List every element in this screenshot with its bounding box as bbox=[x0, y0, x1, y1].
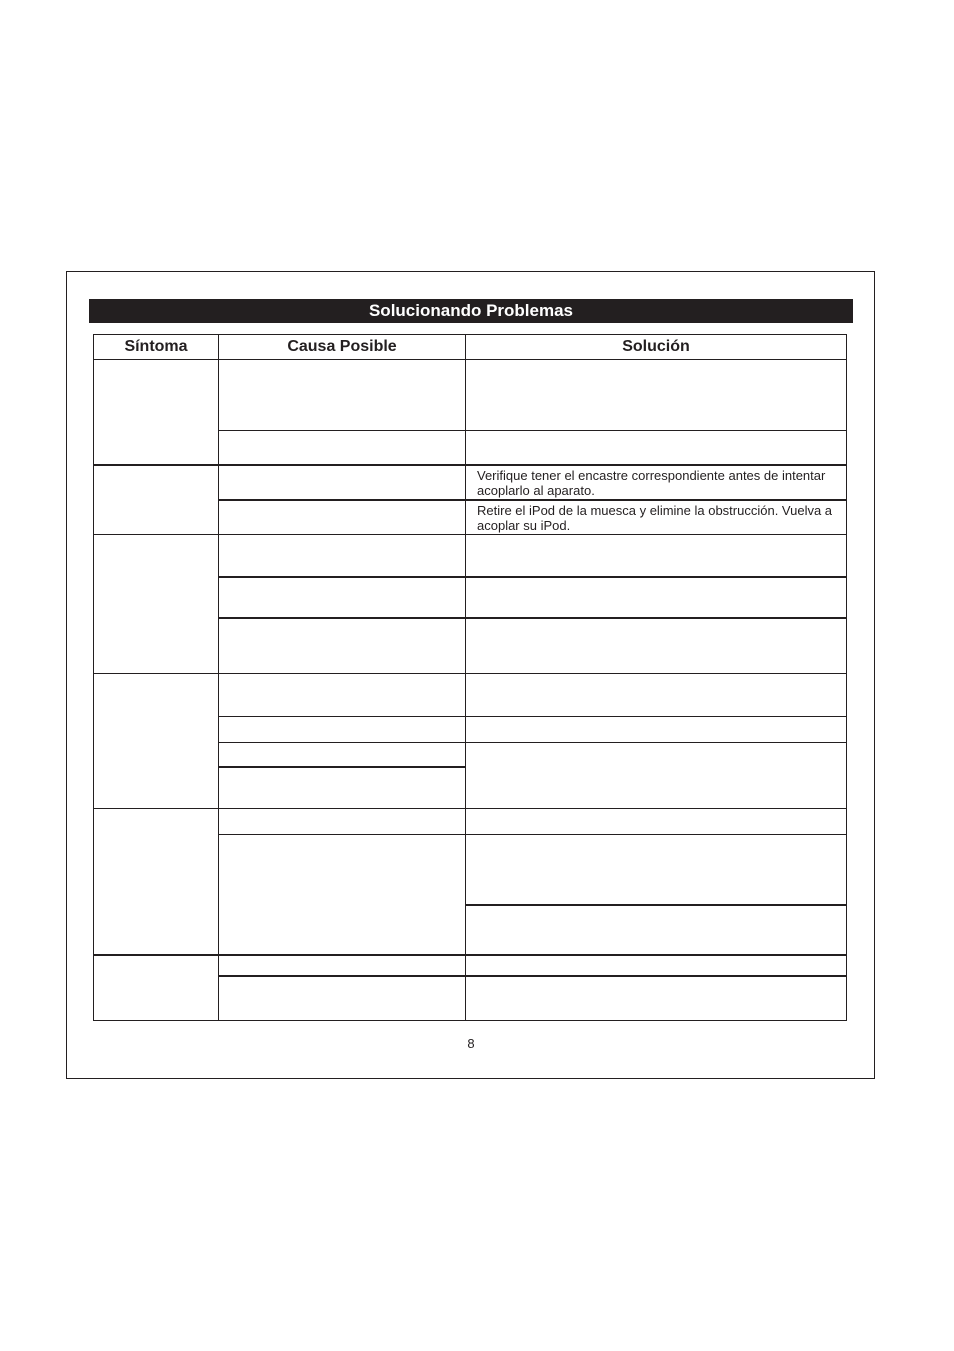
row-divider bbox=[219, 716, 847, 717]
row-divider bbox=[466, 904, 847, 906]
table-border-right bbox=[846, 334, 847, 1021]
row-divider bbox=[219, 499, 847, 501]
column-divider bbox=[218, 334, 219, 1021]
group-divider bbox=[93, 673, 847, 674]
page-number: 8 bbox=[467, 1036, 475, 1051]
group-divider bbox=[93, 954, 847, 956]
row-divider bbox=[219, 617, 847, 619]
column-divider bbox=[465, 334, 466, 1021]
solution-text: Retire el iPod de la muesca y elimine la obstrucción. Vuelva a acoplar su iPod. bbox=[477, 503, 833, 533]
group-divider bbox=[93, 808, 847, 809]
solution-text: Verifique tener el encastre correspondiente antes de intentar acoplarlo al aparato. bbox=[477, 468, 826, 498]
row-divider bbox=[219, 975, 847, 977]
table-border-bottom bbox=[93, 1020, 847, 1021]
page-frame bbox=[66, 271, 875, 1079]
row-divider bbox=[219, 742, 847, 743]
header-symptom: Síntoma bbox=[124, 338, 188, 355]
row-divider bbox=[219, 766, 466, 768]
row-divider bbox=[219, 430, 847, 431]
row-divider bbox=[219, 576, 847, 578]
table-border-left bbox=[93, 334, 94, 1021]
header-solution: Solución bbox=[622, 338, 690, 355]
group-divider bbox=[93, 464, 847, 466]
row-divider bbox=[219, 834, 847, 835]
page-title: Solucionando Problemas bbox=[89, 299, 853, 323]
header-cause: Causa Posible bbox=[287, 338, 397, 355]
header-divider bbox=[93, 359, 847, 360]
group-divider bbox=[93, 534, 847, 535]
